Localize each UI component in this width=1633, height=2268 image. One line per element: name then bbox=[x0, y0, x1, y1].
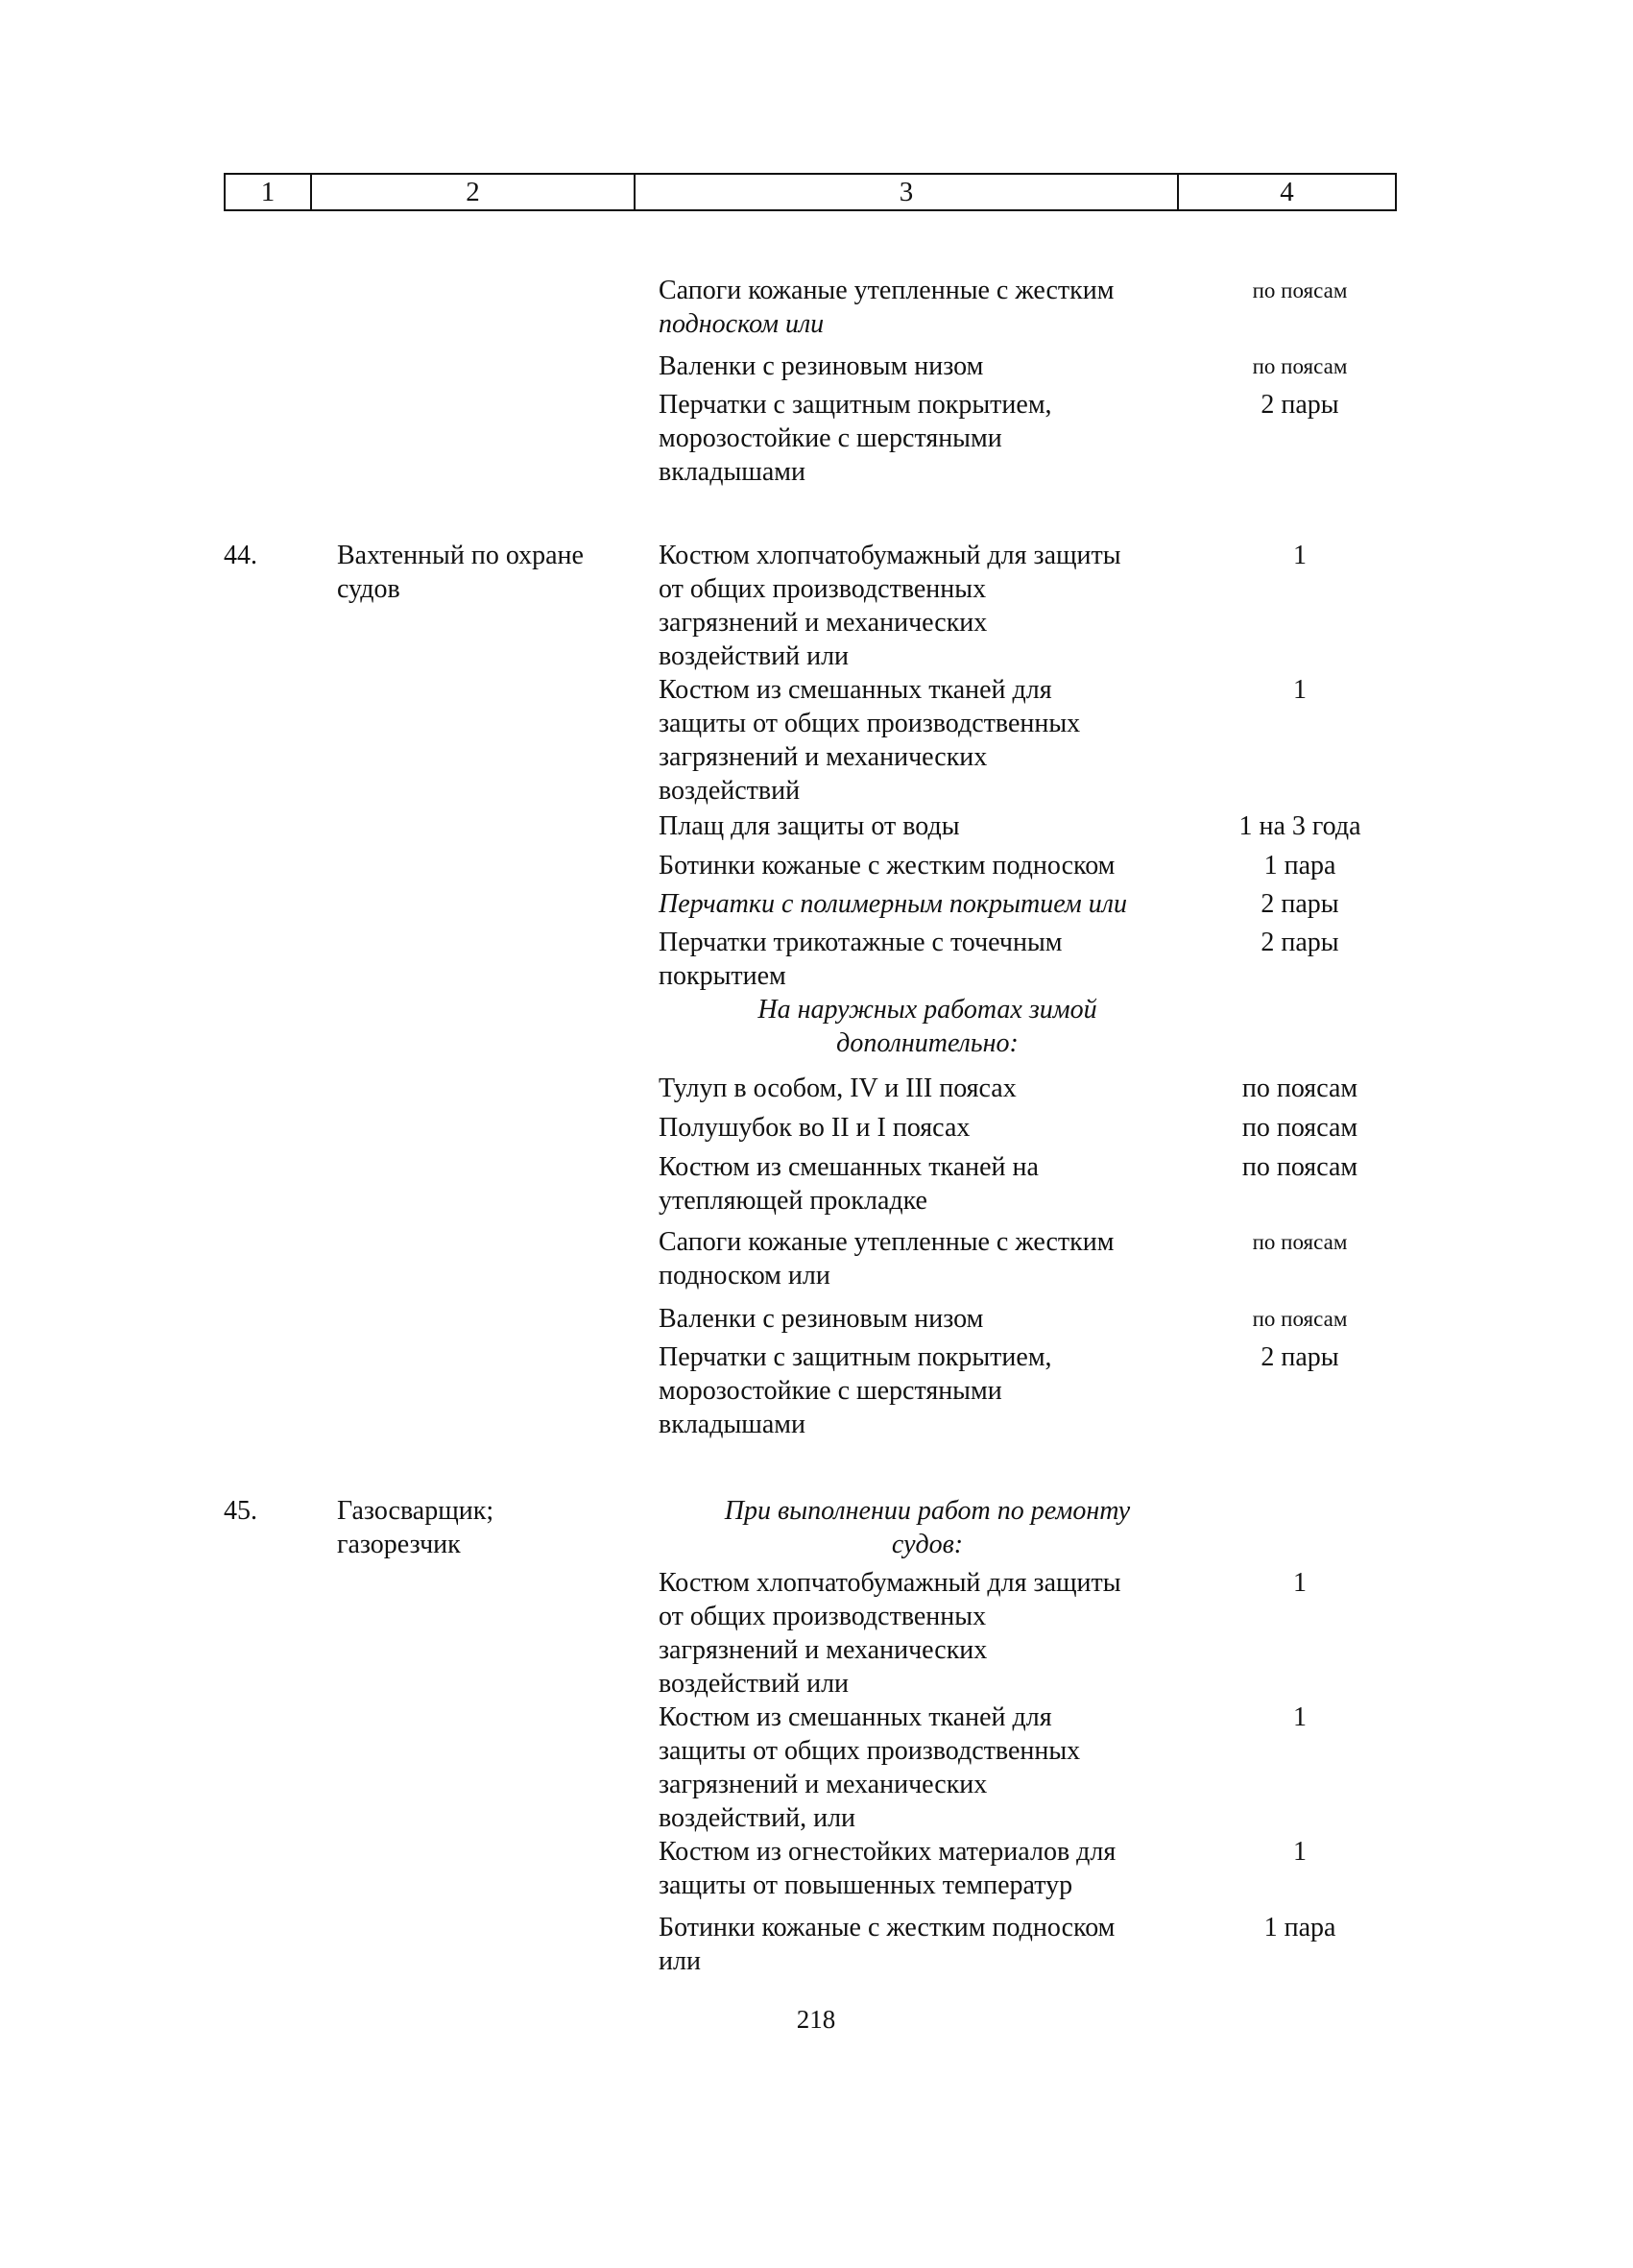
profession-name: Вахтенный по охране bbox=[337, 541, 584, 570]
item-desc: Валенки с резиновым низом bbox=[659, 1304, 984, 1334]
item-desc: Ботинки кожаные с жестким подноском bbox=[659, 1913, 1116, 1942]
item-desc: Валенки с резиновым низом bbox=[659, 351, 984, 381]
item-desc: или bbox=[659, 1946, 701, 1976]
item-desc: вкладышами bbox=[659, 457, 805, 487]
item-desc: Плащ для защиты от воды bbox=[659, 811, 960, 841]
item-qty: 1 bbox=[1293, 675, 1307, 705]
item-desc: Перчатки с защитным покрытием, bbox=[659, 390, 1052, 420]
column-header-table bbox=[224, 173, 1397, 211]
item-desc: загрязнений и механических bbox=[659, 1635, 988, 1665]
item-desc: морозостойкие с шерстяными bbox=[659, 423, 1002, 453]
item-qty: по поясам bbox=[1252, 1230, 1348, 1254]
item-qty: по поясам bbox=[1241, 1152, 1358, 1182]
column-header-4: 4 bbox=[1280, 176, 1294, 207]
item-desc: подноском или bbox=[659, 309, 825, 339]
section-subheading: дополнительно: bbox=[836, 1028, 1019, 1058]
profession-name: судов bbox=[337, 574, 400, 604]
item-desc: воздействий или bbox=[659, 641, 850, 671]
item-desc: Перчатки с полимерным покрытием или bbox=[659, 889, 1128, 919]
item-desc: вкладышами bbox=[659, 1410, 805, 1439]
item-desc: воздействий bbox=[659, 776, 801, 806]
item-desc: морозостойкие с шерстяными bbox=[659, 1376, 1002, 1406]
item-desc: от общих производственных bbox=[659, 574, 987, 604]
item-desc: защиты от общих производственных bbox=[659, 1736, 1081, 1766]
item-desc: Тулуп в особом, IV и III поясах bbox=[659, 1074, 1017, 1103]
item-qty: 1 bbox=[1293, 541, 1307, 570]
item-desc: загрязнений и механических bbox=[659, 742, 988, 772]
profession-name: Газосварщик; bbox=[337, 1496, 494, 1526]
column-header-3: 3 bbox=[636, 175, 1179, 209]
column-header-1: 1 bbox=[226, 175, 312, 209]
item-qty: 1 пара bbox=[1263, 851, 1336, 881]
item-desc: Сапоги кожаные утепленные с жестким bbox=[659, 276, 1115, 305]
item-qty: по поясам bbox=[1252, 354, 1348, 378]
page-number: 218 bbox=[796, 2005, 836, 2034]
item-qty: 1 на 3 года bbox=[1238, 811, 1361, 841]
item-desc: защиты от общих производственных bbox=[659, 709, 1081, 738]
column-header-2: 2 bbox=[312, 175, 636, 209]
section-subheading: судов: bbox=[891, 1530, 964, 1559]
item-qty: 1 bbox=[1293, 1702, 1307, 1732]
item-desc: утепляющей прокладке bbox=[659, 1186, 927, 1216]
item-qty: 2 пары bbox=[1261, 1342, 1339, 1372]
item-desc: воздействий или bbox=[659, 1669, 850, 1699]
item-qty: по поясам bbox=[1252, 278, 1348, 302]
item-desc: Полушубок во II и I поясах bbox=[659, 1113, 971, 1143]
item-desc: Костюм хлопчатобумажный для защиты bbox=[659, 541, 1121, 570]
item-qty: 2 пары bbox=[1261, 390, 1339, 420]
item-qty: 1 bbox=[1293, 1837, 1307, 1867]
section-subheading: При выполнении работ по ремонту bbox=[724, 1496, 1131, 1526]
item-desc: Сапоги кожаные утепленные с жестким bbox=[659, 1227, 1115, 1257]
item-desc: Костюм из смешанных тканей на bbox=[659, 1152, 1039, 1182]
section-subheading: На наружных работах зимой bbox=[757, 995, 1097, 1025]
item-qty: по поясам bbox=[1241, 1074, 1358, 1103]
item-desc: Костюм из смешанных тканей для bbox=[659, 1702, 1052, 1732]
entry-number: 45. bbox=[224, 1496, 257, 1526]
item-qty: по поясам bbox=[1252, 1307, 1348, 1331]
item-desc: Перчатки трикотажные с точечным bbox=[659, 928, 1063, 957]
item-qty: 1 пара bbox=[1263, 1913, 1336, 1942]
item-desc: Костюм из смешанных тканей для bbox=[659, 675, 1052, 705]
item-desc: от общих производственных bbox=[659, 1602, 987, 1631]
item-desc: Костюм хлопчатобумажный для защиты bbox=[659, 1568, 1121, 1598]
item-desc: воздействий, или bbox=[659, 1803, 856, 1833]
item-desc: загрязнений и механических bbox=[659, 608, 988, 638]
item-desc: Костюм из огнестойких материалов для bbox=[659, 1837, 1117, 1867]
item-desc: Ботинки кожаные с жестким подноском bbox=[659, 851, 1116, 881]
item-qty: по поясам bbox=[1241, 1113, 1358, 1143]
item-qty: 2 пары bbox=[1261, 928, 1339, 957]
item-desc: Перчатки с защитным покрытием, bbox=[659, 1342, 1052, 1372]
item-qty: 1 bbox=[1293, 1568, 1307, 1598]
entry-number: 44. bbox=[224, 541, 257, 570]
item-qty: 2 пары bbox=[1261, 889, 1339, 919]
profession-name: газорезчик bbox=[337, 1530, 461, 1559]
item-desc: защиты от повышенных температур bbox=[659, 1870, 1073, 1900]
item-desc: подноском или bbox=[659, 1261, 830, 1291]
item-desc: покрытием bbox=[659, 961, 786, 991]
item-desc: загрязнений и механических bbox=[659, 1770, 988, 1799]
